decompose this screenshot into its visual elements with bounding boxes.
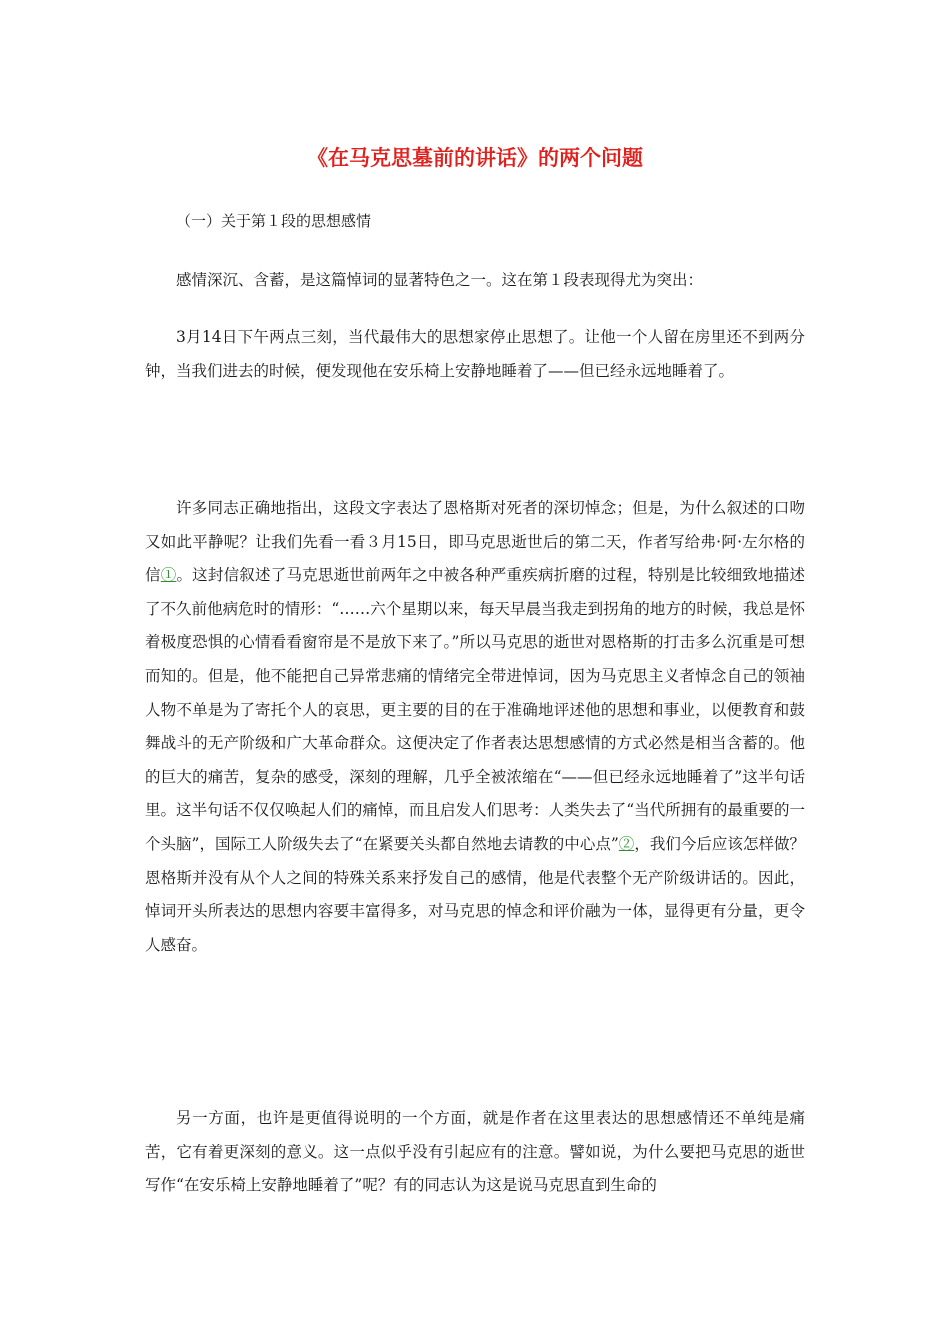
paragraph-another-aspect: 另一方面，也许是更值得说明的一个方面，就是作者在这里表达的思想感情还不单纯是痛苦，它有着更深刻的意义。这一点似乎没有引起应有的注意。譬如说，为什么要把马克思的逝世写作“在安乐椅上安静地睡着了”呢？有的同志认为这是说马克思直到生命的 xyxy=(145,1109,805,1195)
paragraph-intro: 感情深沉、含蓄，是这篇悼词的显著特色之一。这在第１段表现得尤为突出： xyxy=(176,271,704,289)
footnote-link-2[interactable]: ② xyxy=(618,834,635,853)
paragraph-quote: 3月14日下午两点三刻，当代最伟大的思想家停止思想了。让他一个人留在房里还不到两分钟，当我们进去的时候，便发现他在安乐椅上安静地睡着了——但已经永远地睡着了。 xyxy=(145,328,805,380)
document-title: 《在马克思墓前的讲话》的两个问题 xyxy=(307,145,643,170)
paragraph-analysis xyxy=(145,492,805,962)
paragraph-text: 。这封信叙述了马克思逝世前两年之中被各种严重疾病折磨的过程，特别是比较细致地描述了不久前他病危时的情形：“……六个星期以来，每天早晨当我走到拐角的地方的时候，我总是怀着极度恐惧的心情看看窗帘是不是放下来了。”所以马克思的逝世对恩格斯的打击多么沉重是可想而知的。但是，他不能把自己异常悲痛的情绪完全带进悼词，因为马克思主义者悼念自己的领袖人物不单是为了寄托个人的哀思，更主要的目的在于准确地评述他的思想和事业，以便教育和鼓舞战斗的无产阶级和广大革命群众。这便决定了作者表达思想感情的方式必然是相当含蓄的。他的巨大的痛苦，复杂的感受，深刻的理解，几乎全被浓缩在“——但已经永远地睡着了”这半句话里。这半句话不仅仅唤起人们的痛悼，而且启发人们思考：人类失去了“当代所拥有的最重要的一个头脑”，国际工人阶级失去了“在紧要关头都自然地去请教的中心点” xyxy=(145,566,805,853)
footnote-link-1[interactable]: ① xyxy=(160,566,177,585)
paragraph-text: 许多同志正确地指出，这段文字表达了恩格斯对死者的深切悼念；但是，为什么叙述的口吻又如此平静呢？让我们先看一看３月15日，即马克思逝世后的第二天，作者写给弗·阿·左尔格的信 xyxy=(145,499,805,585)
section-heading: （一）关于第１段的思想感情 xyxy=(176,212,372,230)
paragraph-text: ，我们今后应该怎样做？恩格斯并没有从个人之间的特殊关系来抒发自己的感情，他是代表整个无产阶级讲话的。因此，悼词开头所表达的思想内容要丰富得多，对马克思的悼念和评价融为一体，显得更有分量，更令人感奋。 xyxy=(145,834,805,954)
